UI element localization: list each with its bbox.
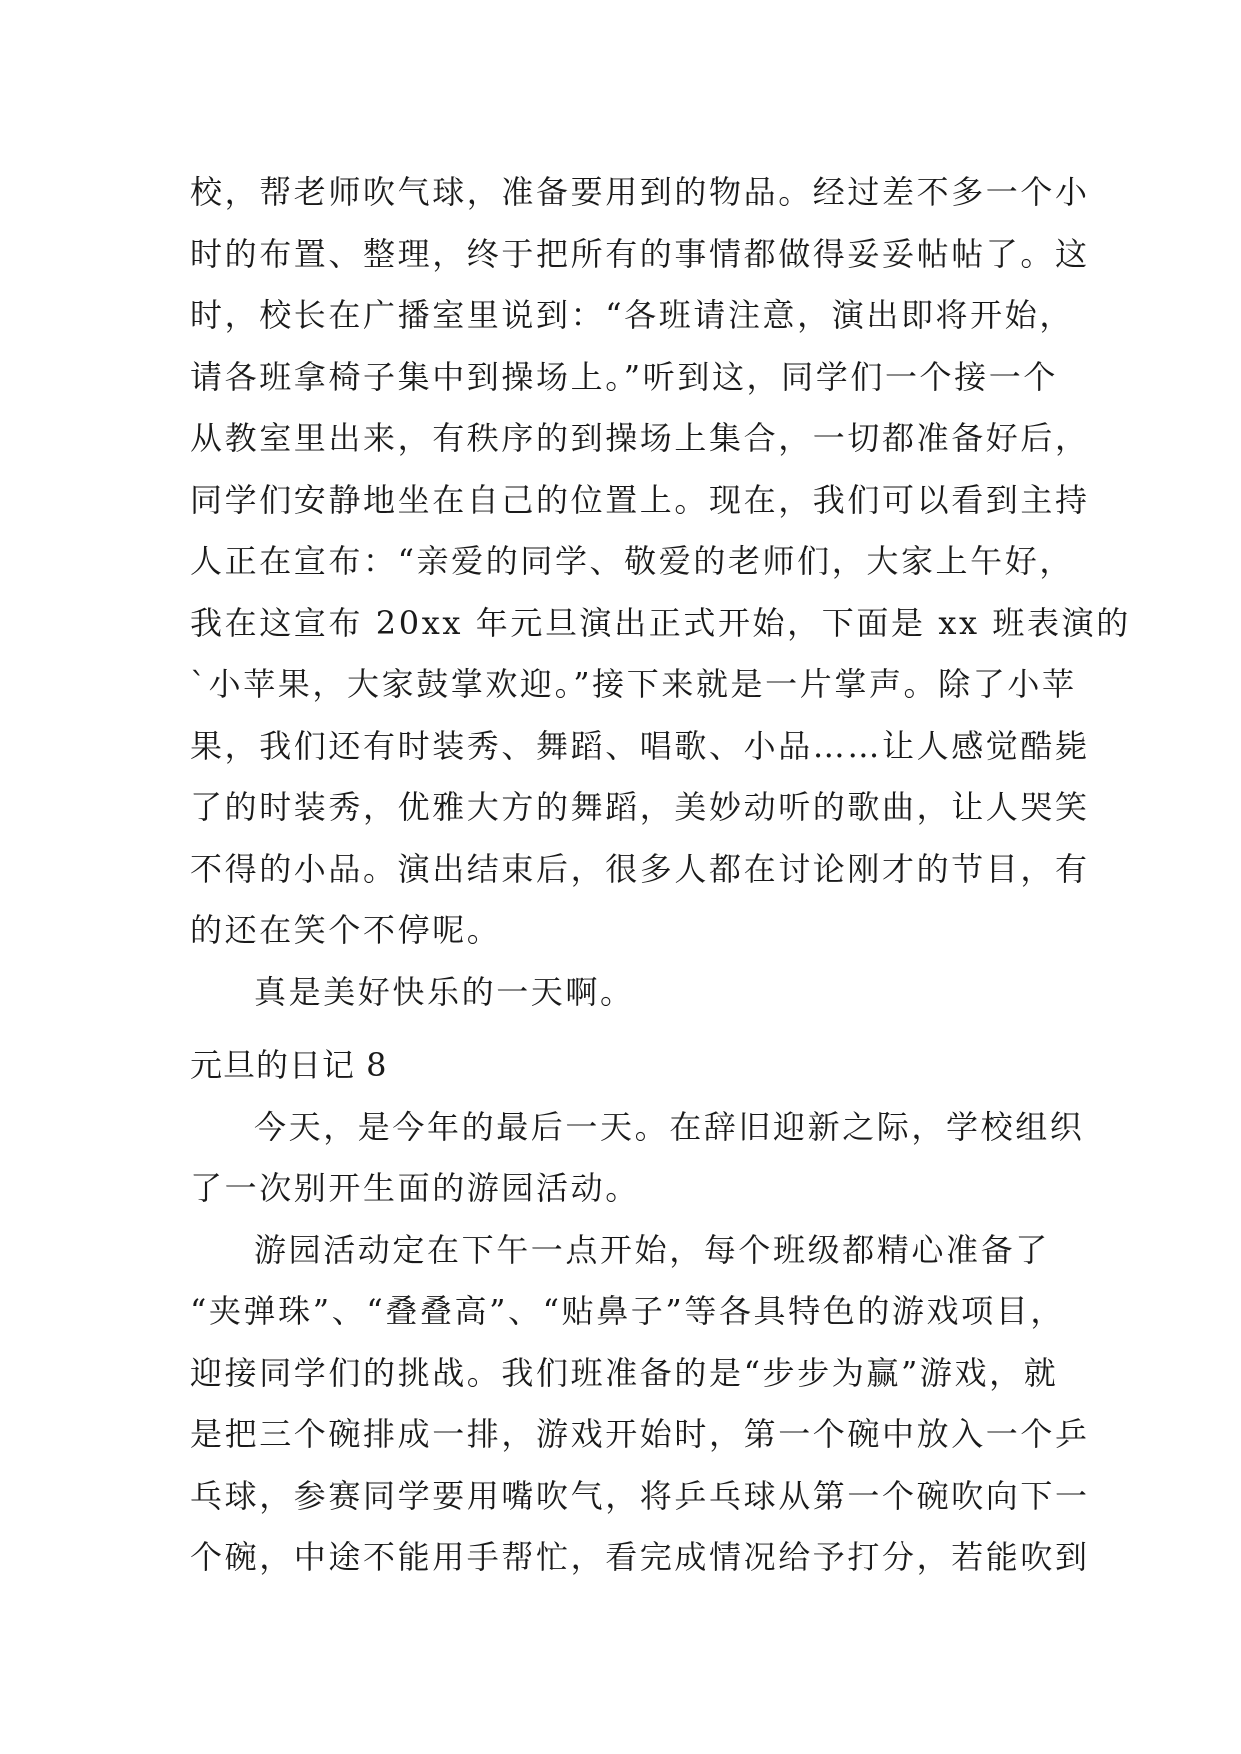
text-line: 人正在宣布：“亲爱的同学、敬爱的老师们，大家上午好，	[190, 542, 1074, 580]
text-line: 不得的小品。演出结束后，很多人都在讨论刚才的节目，有	[190, 849, 1090, 888]
text-line: 果，我们还有时装秀、舞蹈、唱歌、小品……让人感觉酷毙	[190, 726, 1090, 765]
entry-title: 元旦的日记 8	[190, 1046, 388, 1084]
text-line: 了一次别开生面的游园活动。	[190, 1169, 640, 1207]
diary-entry-8	[190, 1035, 1090, 1589]
text-line: 是把三个碗排成一排，游戏开始时，第一个碗中放入一个乒	[190, 1415, 1090, 1453]
text-line: 请各班拿椅子集中到操场上。”听到这，同学们一个接一个	[190, 357, 1058, 396]
text-line: 同学们安静地坐在自己的位置上。现在，我们可以看到主持	[190, 480, 1090, 519]
text-line: 校，帮老师吹气球，准备要用到的物品。经过差不多一个小	[190, 173, 1090, 211]
text-line: 迎接同学们的挑战。我们班准备的是“步步为赢”游戏，就	[190, 1353, 1059, 1392]
text-line: 个碗，中途不能用手帮忙，看完成情况给予打分，若能吹到	[190, 1538, 1090, 1576]
text-line: 时的布置、整理，终于把所有的事情都做得妥妥帖帖了。这	[190, 234, 1090, 273]
paragraph-continuation	[190, 162, 1131, 1023]
text-line: 了的时装秀，优雅大方的舞蹈，美妙动听的歌曲，让人哭笑	[190, 788, 1090, 826]
text-line: “夹弹珠”、“叠叠高”、“贴鼻子”等各具特色的游戏项目，	[190, 1292, 1065, 1330]
closing-line: 真是美好快乐的一天啊。	[254, 972, 635, 1011]
text-line: 乓球，参赛同学要用嘴吹气，将乒乓球从第一个碗吹向下一	[190, 1476, 1090, 1515]
text-line: 今天，是今年的最后一天。在辞旧迎新之际，学校组织	[254, 1107, 1085, 1146]
text-line: 时，校长在广播室里说到：“各班请注意，演出即将开始，	[190, 296, 1074, 334]
text-line: 我在这宣布 20xx 年元旦演出正式开始，下面是 xx 班表演的	[190, 603, 1131, 642]
text-line: 从教室里出来，有秩序的到操场上集合，一切都准备好后，	[190, 419, 1090, 457]
text-line: 的还在笑个不停呢。	[190, 911, 502, 949]
text-line: `小苹果，大家鼓掌欢迎。”接下来就是一片掌声。除了小苹	[190, 665, 1077, 703]
text-line: 游园活动定在下午一点开始，每个班级都精心准备了	[254, 1230, 1050, 1269]
